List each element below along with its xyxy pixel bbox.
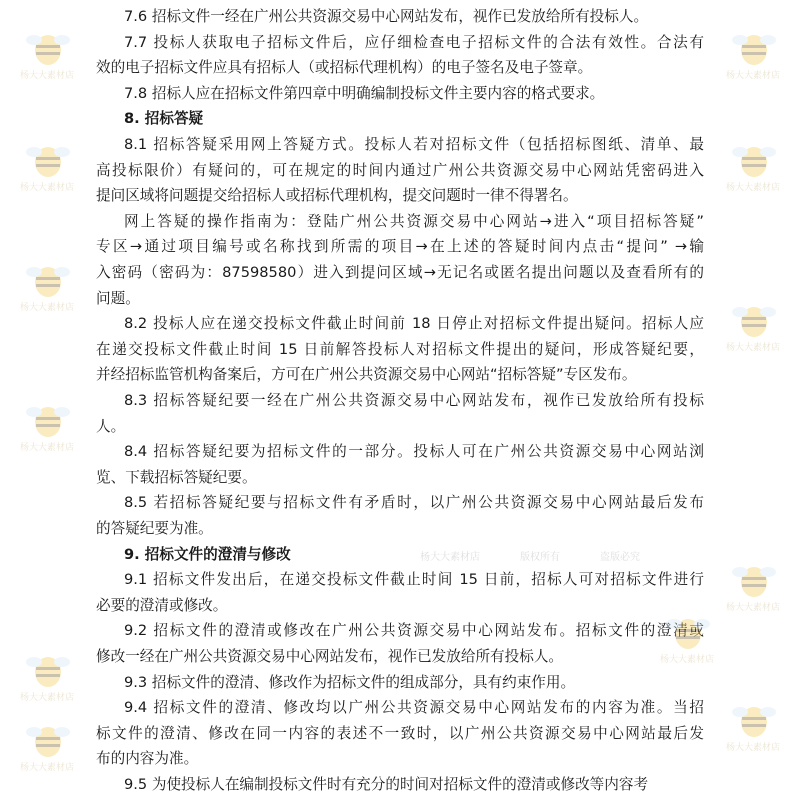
watermark-logo-label: 杨大大素材店 <box>20 443 75 453</box>
watermark-logo-label: 杨大大素材店 <box>726 71 781 81</box>
watermark-logo-label: 杨大大素材店 <box>726 343 781 353</box>
text-line: 8. 招标答疑 <box>124 110 204 128</box>
watermark-logo-label: 杨大大素材店 <box>660 655 715 665</box>
paragraph <box>96 4 704 30</box>
text-line: 网上答疑的操作指南为：登陆广州公共资源交易中心网站→进入“项目招标答疑” <box>124 212 704 230</box>
text-line: 9.4 招标文件的澄清、修改均以广州公共资源交易中心网站发布的内容为准。当招 <box>124 699 704 717</box>
watermark-banner-text: 杨大大素材店 <box>420 552 480 563</box>
paragraph <box>96 618 704 669</box>
watermark-logo-icon <box>726 28 782 92</box>
watermark-logo-icon <box>20 260 76 324</box>
text-line: 7.7 投标人获取电子招标文件后，应仔细检查电子招标文件的合法有效性。合法有 <box>124 33 704 51</box>
watermark-logo-icon <box>20 140 76 204</box>
text-line: 8.3 招标答疑纪要一经在广州公共资源交易中心网站发布，视作已发放给所有投标 <box>124 392 704 409</box>
watermark-logo-icon <box>20 400 76 464</box>
text-line: 提问区域将问题提交给招标人或招标代理机构，提交问题时一律不得署名。 <box>96 187 578 205</box>
watermark-logo-label: 杨大大素材店 <box>20 763 75 773</box>
text-line: 9.1 招标文件发出后，在递交投标文件截止时间 15 日前，招标人可对招标文件进行 <box>124 571 704 589</box>
text-line: 9. 招标文件的澄清与修改 <box>124 545 291 563</box>
section-heading <box>96 106 704 132</box>
paragraph <box>96 695 704 772</box>
watermark-banner-text: 版权所有 <box>520 552 560 563</box>
watermark-logo-label: 杨大大素材店 <box>20 183 75 193</box>
paragraph <box>96 439 704 490</box>
text-line: 专区→通过项目编号或名称找到所需的项目→在上述的答疑时间内点击“提问” →输 <box>96 238 704 256</box>
text-line: 效的电子招标文件应具有招标人（或招标代理机构）的电子签名及电子签章。 <box>96 59 593 77</box>
watermark-logo-icon <box>20 650 76 714</box>
watermark-logo-icon <box>20 720 76 784</box>
paragraph <box>96 209 704 311</box>
text-line: 高投标限价）有疑问的，可在规定的时间内通过广州公共资源交易中心网站凭密码进入 <box>96 161 704 179</box>
paragraph <box>96 670 704 696</box>
watermark-logo-label: 杨大大素材店 <box>20 693 75 703</box>
watermark-logo-icon <box>20 28 76 92</box>
text-line: 8.2 投标人应在递交投标文件截止时间前 18 日停止对招标文件提出疑问。招标人应 <box>124 315 704 333</box>
watermark-logo-icon <box>726 700 782 764</box>
text-line: 9.2 招标文件的澄清或修改在广州公共资源交易中心网站发布。招标文件的澄清或 <box>124 622 704 640</box>
watermark-logo-icon <box>726 140 782 204</box>
paragraph <box>96 81 704 107</box>
paragraph <box>96 772 704 798</box>
text-line: 8.4 招标答疑纪要为招标文件的一部分。投标人可在广州公共资源交易中心网站浏 <box>124 443 704 461</box>
paragraph <box>96 132 704 209</box>
text-line: 在递交投标文件截止时间 15 日前解答投标人对招标文件提出的疑问，形成答疑纪要， <box>96 340 704 358</box>
text-line: 的答疑纪要为准。 <box>96 519 213 537</box>
watermark-logo-icon <box>726 560 782 624</box>
watermark-banner-text: 盗版必究 <box>600 552 640 563</box>
text-line: 问题。 <box>96 289 140 307</box>
text-line: 必要的澄清或修改。 <box>96 596 228 614</box>
text-line: 7.8 招标人应在招标文件第四章中明确编制投标文件主要内容的格式要求。 <box>124 84 605 102</box>
paragraph <box>96 567 704 618</box>
watermark-logo-label: 杨大大素材店 <box>20 71 75 81</box>
text-line: 并经招标监管机构备案后，方可在广州公共资源交易中心网站“招标答疑”专区发布。 <box>96 366 637 384</box>
text-line: 修改一经在广州公共资源交易中心网站发布，视作已发放给所有投标人。 <box>96 647 564 665</box>
text-line: 标文件的澄清、修改在同一内容的表述不一致时，以广州公共资源交易中心网站最后发 <box>96 724 704 742</box>
text-line: 入密码（密码为：87598580）进入到提问区域→无记名或匿名提出问题以及查看所有的 <box>96 263 704 281</box>
paragraph <box>96 311 704 388</box>
watermark-logo-label: 杨大大素材店 <box>726 603 781 613</box>
watermark-logo-label: 杨大大素材店 <box>726 183 781 193</box>
text-line: 9.5 为使投标人在编制投标文件时有充分的时间对招标文件的澄清或修改等内容考 <box>124 776 649 793</box>
watermark-logo-icon <box>660 612 716 676</box>
text-line: 览、下载招标答疑纪要。 <box>96 468 257 486</box>
text-line: 人。 <box>96 417 126 435</box>
paragraph <box>96 30 704 81</box>
watermark-logo-label: 杨大大素材店 <box>20 303 75 313</box>
watermark-logo-label: 杨大大素材店 <box>726 743 781 753</box>
text-line: 8.1 招标答疑采用网上答疑方式。投标人若对招标文件（包括招标图纸、清单、最 <box>124 136 704 153</box>
text-line: 9.3 招标文件的澄清、修改作为招标文件的组成部分，具有约束作用。 <box>124 673 576 691</box>
watermark-logo-icon <box>726 300 782 364</box>
text-line: 8.5 若招标答疑纪要与招标文件有矛盾时，以广州公共资源交易中心网站最后发布 <box>124 494 704 512</box>
text-line: 布的内容为准。 <box>96 750 199 768</box>
paragraph <box>96 388 704 439</box>
paragraph <box>96 490 704 541</box>
text-line: 7.6 招标文件一经在广州公共资源交易中心网站发布，视作已发放给所有投标人。 <box>124 8 649 25</box>
